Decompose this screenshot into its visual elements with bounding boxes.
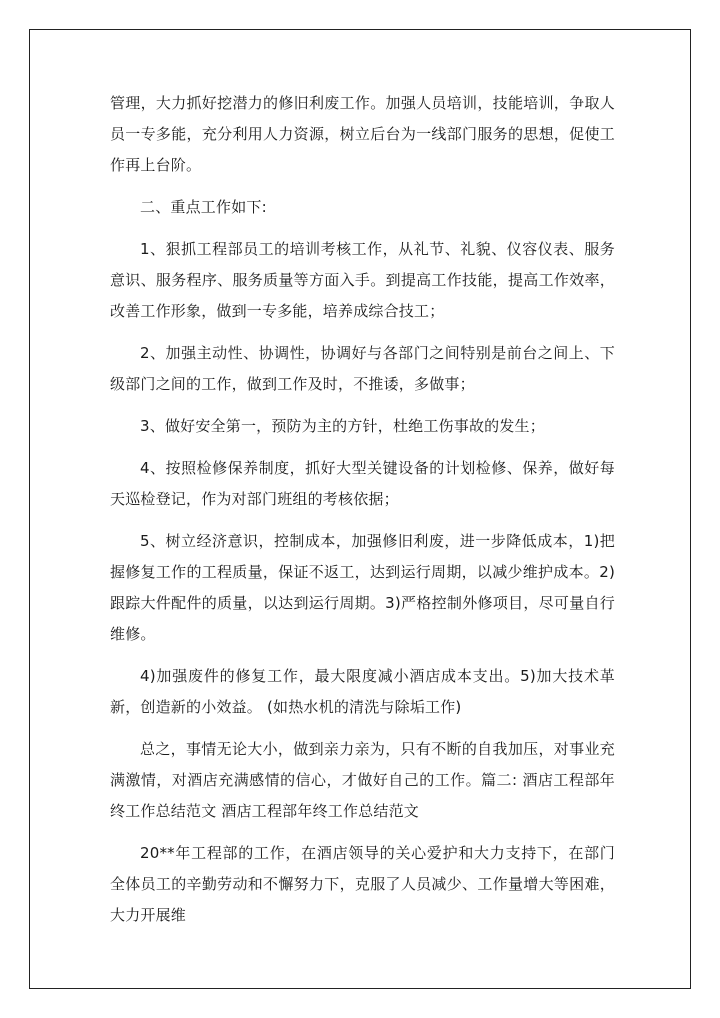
list-item-5: 5、树立经济意识，控制成本，加强修旧利废，进一步降低成本，1)把握修复工作的工程质量，保证不返工，达到运行周期，以减少维护成本。2)跟踪大件配件的质量，以达到运行周期。3)严格控制外修项目，尽可量自行维修。 [110, 532, 615, 643]
list-item-2: 2、加强主动性、协调性，协调好与各部门之间特别是前台之间上、下级部门之间的工作，做到工作及时，不推诿，多做事； [110, 344, 615, 393]
year-review-paragraph: 20**年工程部的工作，在酒店领导的关心爱护和大力支持下，在部门全体员工的辛勤劳动和不懈努力下，克服了人员减少、工作量增大等困难，大力开展维 [110, 844, 615, 924]
paragraph-continuation: 管理，大力抓好挖潜力的修旧利废工作。加强人员培训，技能培训，争取人员一专多能，充分利用人力资源，树立后台为一线部门服务的思想，促使工作再上台阶。 [110, 94, 615, 174]
section-heading-key-work: 二、重点工作如下: [140, 198, 267, 216]
list-item-5-continued: 4)加强废件的修复工作，最大限度减小酒店成本支出。5)加大技术革新，创造新的小效益。 (如热水机的清洗与除垢工作) [110, 667, 615, 716]
document-page [29, 29, 691, 989]
document-body [110, 88, 615, 942]
list-item-3: 3、做好安全第一，预防为主的方针，杜绝工伤事故的发生； [140, 417, 545, 435]
summary-paragraph: 总之，事情无论大小，做到亲力亲为，只有不断的自我加压，对事业充满激情，对酒店充满感情的信心，才做好自己的工作。篇二: 酒店工程部年终工作总结范文 酒店工程部年终工作总结范文 [110, 740, 615, 820]
list-item-4: 4、按照检修保养制度，抓好大型关键设备的计划检修、保养，做好每天巡检登记，作为对部门班组的考核依据； [110, 459, 615, 508]
list-item-1: 1、狠抓工程部员工的培训考核工作，从礼节、礼貌、仪容仪表、服务意识、服务程序、服务质量等方面入手。到提高工作技能，提高工作效率，改善工作形象，做到一专多能，培养成综合技工； [110, 240, 615, 320]
